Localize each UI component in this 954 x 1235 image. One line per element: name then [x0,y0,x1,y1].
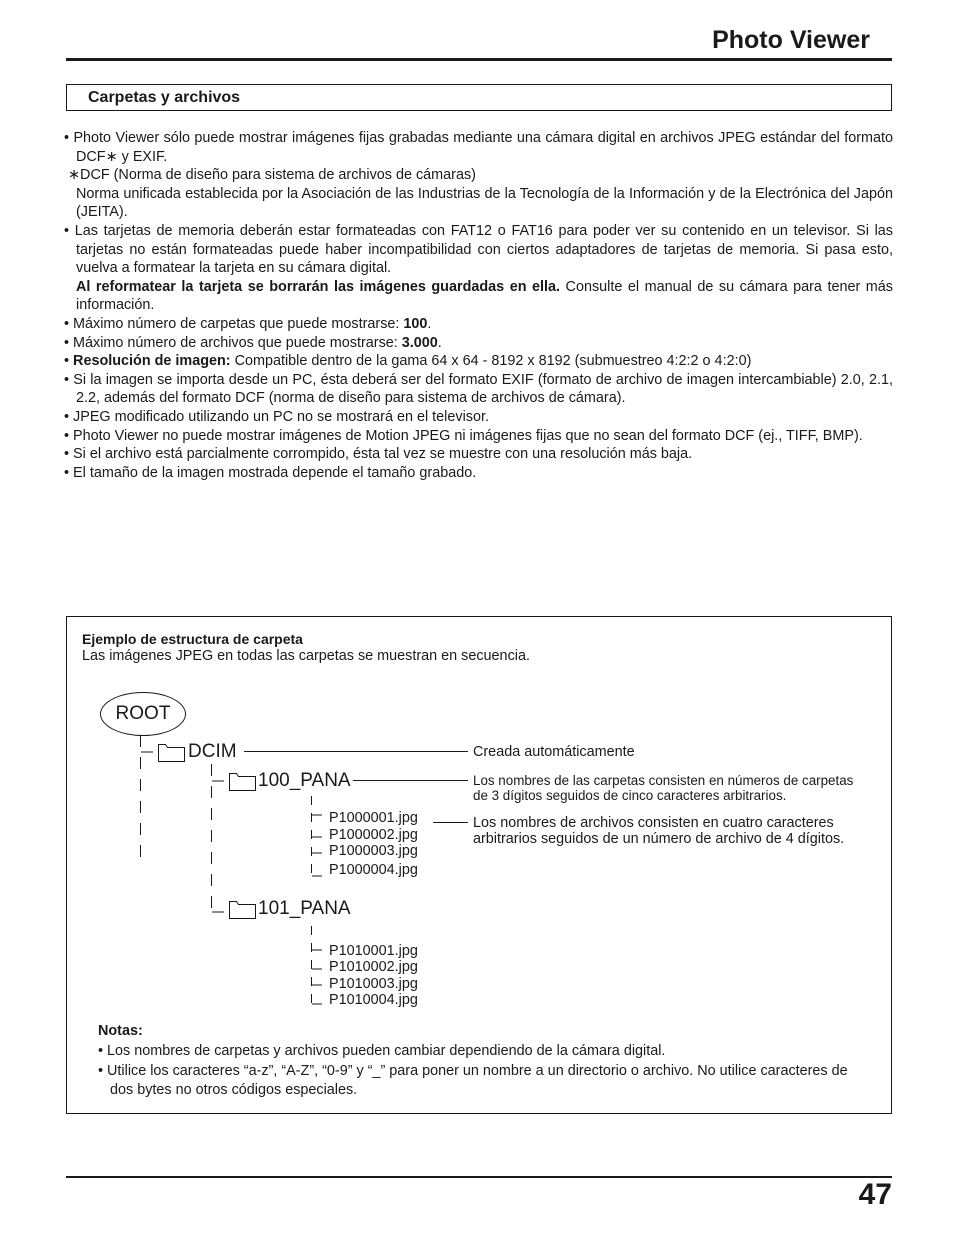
folder1-label: 100_PANA [258,770,351,791]
file-item: P1000004.jpg [329,862,418,878]
page-title: Photo Viewer [712,26,870,54]
paragraph: • JPEG modificado utilizando un PC no se mostrará en el televisor. [64,408,489,425]
footer-rule [66,1176,892,1178]
punct: . [437,334,442,351]
notes-list [98,1042,874,1101]
max-folders-label: • Máximo número de carpetas que puede mostrarse: [64,315,404,332]
files-description-line2: arbitrarios seguidos de un número de archivo de 4 dígitos. [473,831,845,847]
dcim-folder-label: DCIM [188,741,237,762]
folder-description-line2: de 3 dígitos seguidos de cinco caracteres arbitrarios. [473,788,787,803]
file-item: P1010004.jpg [329,992,418,1008]
resolution-label: Resolución de imagen: [73,353,231,370]
warning-rest: Consulte el manual de su cámara para tener más información. [76,278,893,314]
page-number: 47 [858,1178,892,1211]
folder-description-line1: Los nombres de las carpetas consisten en números de carpetas [473,773,854,788]
folder1-folder-icon [230,774,256,791]
section-title: Carpetas y archivos [88,89,241,106]
paragraph: • El tamaño de la imagen mostrada depende el tamaño grabado. [64,464,477,481]
root-node: ROOT [100,692,186,736]
bullet: • [64,353,74,370]
paragraph: • Si el archivo está parcialmente corrompido, ésta tal vez se muestre con una resolución más baja. [64,446,693,463]
folder2-folder-icon [230,902,256,919]
folder2-label: 101_PANA [258,898,351,919]
footnote-text: Norma unificada establecida por la Asociación de las Industrias de la Tecnología de la Información y de la Electrónica del Japón (JEITA). [76,185,893,221]
file-item: P1000001.jpg [329,810,418,826]
note-item: • Utilice los caracteres “a-z”, “A-Z”, “0-9” y “_” para poner un nombre a un directorio o archivo. No utilice caracteres de dos bytes no otros códigos especiales. [98,1062,848,1098]
max-files-value: 3.000 [401,334,438,351]
file-item: P1000003.jpg [329,843,418,859]
dcim-description: Creada automáticamente [473,744,635,760]
footnote-label: ∗DCF (Norma de diseño para sistema de archivos de cámaras) [68,167,476,184]
example-heading: Ejemplo de estructura de carpeta [82,631,303,647]
warning-bold: Al reformatear la tarjeta se borrarán las imágenes guardadas en ella. [76,278,561,295]
paragraph: • Si la imagen se importa desde un PC, ésta deberá ser del formato EXIF (formato de archivo de imagen intercambiable) 2.0, 2.1, 2.2, además del formato DCF (norma de diseño para sistema de archivos de cámara). [64,371,893,407]
file-item: P1000002.jpg [329,827,418,843]
max-folders-value: 100 [403,315,428,332]
paragraph: • Photo Viewer sólo puede mostrar imágenes fijas grabadas mediante una cámara digital en archivos JPEG estándar del formato DCF∗ y EXIF. [64,130,893,165]
file-item: P1010003.jpg [329,976,418,992]
dcim-folder-icon [159,745,185,762]
note-item: • Los nombres de carpetas y archivos pueden cambiar dependiendo de la cámara digital. [98,1043,666,1059]
file-item: P1010001.jpg [329,943,418,959]
file-item: P1010002.jpg [329,959,418,975]
paragraph: • Photo Viewer no puede mostrar imágenes de Motion JPEG ni imágenes fijas que no sean del formato DCF (ej., TIFF, BMP). [64,427,863,444]
paragraph: • Las tarjetas de memoria deberán estar formateadas con FAT12 o FAT16 para poder ver su contenido en un televisor. Si las tarjetas no están formateadas puede haber incompatibilidad con ciertos adaptadores de tarjetas de memoria. Si pasa esto, vuelva a formatear la tarjeta en su cámara digital. [64,222,893,277]
resolution-text: Compatible dentro de la gama 64 x 64 - 8192 x 8192 (submuestreo 4:2:2 o 4:2:0) [230,353,752,370]
example-intro: Las imágenes JPEG en todas las carpetas se muestran en secuencia. [82,648,530,664]
punct: . [427,315,432,332]
notes-heading: Notas: [98,1023,143,1039]
max-files-label: • Máximo número de archivos que puede mostrarse: [64,334,402,351]
files-description-line1: Los nombres de archivos consisten en cuatro caracteres [473,815,834,831]
